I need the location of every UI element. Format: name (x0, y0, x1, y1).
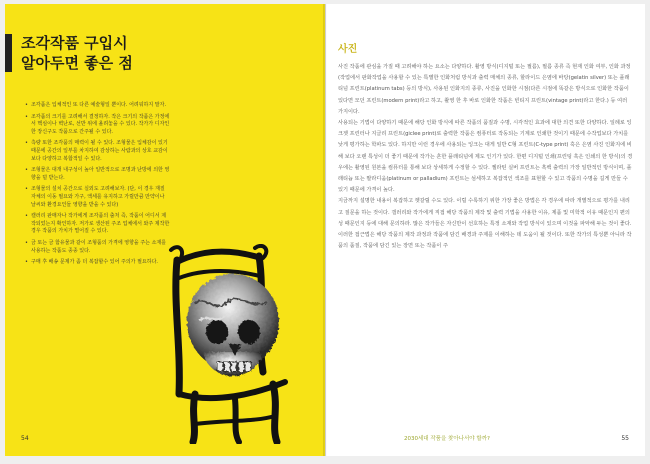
tip-item: • 조각품은 입체적인 또 다른 예술형일 뿐이다. 어려워하지 말자. (25, 102, 170, 110)
right-page-title: 사진 (338, 44, 358, 55)
body-paragraph: 지금까지 설명한 내용이 복잡하고 헷갈릴 수도 있다. 이럴 수록하기 위한 가장 좋은 방법은 각 경우에 따라 개별적으로 평가를 내리고 질문을 하는 것이다. 갤러리와 작가에게 직접 해당 작품의 제작 및 출력 기법을 사용한 이유, 제품 및 미학적 이유 때문인지 편의성 때문인지 등에 대해 문의하라. 많은 작가들은 자신만이 선호하는 특정 소재와 작업 방식이 있으며 이것을 파악해 두는 것이 좋다. 이러한 접근법은 해당 작품의 제작 과정과 작품에 담긴 배경과 주제를 이해하는 데 도움이 될 것이다. 또한 작가의 특성뿐 아니라 작품의 품질, 작품에 담긴 있는 장면 또는 작품이 주 (338, 198, 632, 250)
tip-item: • 캘러리 판매자나 작가에게 조각품의 출처 즉, 작품이 어디서 제작되었는지 확인하자. 저가로 생산된 주조 업체에서 와주 제작한 경우 작품의 가치가 떨어질 수 있다. (25, 213, 170, 236)
tip-item: • 측량 또한 조각품의 매력이 될 수 있다. 조형물은 입체감이 있기 때문에 공간의 일부를 차지하여 감상하는 사람과의 상호 교감이 보다 다양하고 복합적일 수 있다. (25, 140, 170, 163)
title-accent-bar (5, 34, 12, 72)
body-paragraph: 사진 작품에 관심을 가질 때 고려해야 하는 요소는 다양하다. 촬영 방식(디지털 또는 필름), 필름 종류 즉 현재 인화 여부, 인화 과정(작업에서 판화작업을 사용할 수 있는 특별한 인화처럼 방식과 출력 매체의 종류, 할라이드 은염에 바탕(gelatin silver) 또는 플래티넘 프린트(platinum tabs) 등의 방식), 사용된 인화지의 종류, 사진을 인화한 시점(다른 시점에 똑같은 방식으로 인화한 작품이 있다면 모던 프린트(modern print)라고 하고, 촬영 한 후 바로 인화한 작품은 빈티지 프린트(vintage print)라고 한다.) 등 여러 가지이다. (338, 64, 631, 115)
tip-item: • 조형물의 설치 공간으로 실외도 고려해보자. (단, 이 경우 재질 자체의 이동 필요와 가구, 액세를 유지하고 가릴만큼 만약이나 날씨와 환경요인들 영향을 받을 수 있다) (25, 186, 170, 209)
right-page (325, 4, 645, 456)
tip-item: • 조형물은 대개 내구성이 높아 일반적으로 조명과 난방에 의한 영향을 덜 받는다. (25, 167, 170, 182)
tip-item: • 구매 후 배송 문제가 좀 더 복잡할수 있어 주의가 필요하다. (25, 259, 170, 267)
left-page-number: 54 (21, 435, 29, 442)
tip-item: • 금 또는 금 함유물과 같이 조형품의 가격에 영향을 주는 소재를 사용하는 작품도 종종 있다. (25, 240, 170, 255)
skull-chair-sculpture-image (155, 244, 315, 444)
tip-item: • 조각품의 크기를 고려해서 결정하자. 작은 크기의 작품은 가정에서 핵심이나 벽난로, 선반 위에 올려놓을 수 있다. 작가가 디자인한 장신구도 작품으로 간주될 수 있다. (25, 114, 170, 137)
right-page-number: 55 (621, 435, 629, 442)
right-page-body (338, 62, 633, 252)
book-gutter-shadow (323, 4, 327, 456)
left-page (5, 4, 325, 456)
left-page-title: 조각작품 구입시 알아두면 좋은 점 (21, 34, 133, 72)
tips-list (25, 102, 170, 271)
body-paragraph: 사용되는 기법이 다양하기 때문에 해당 인화 방식에 따른 작품의 품질과 수명, 시각적인 효과에 대한 의견 또한 다양하다. 일례로 잉크젯 프린터나 지글리 프린트(giclee print)로 출력한 작품은 컴퓨터로 작동되는 기계로 인쇄한 것이기 때문에 수작업보다 가치를 낮게 평가하는 학파도 있다. 하지만 이런 경우에 사용되는 잉크는 대게 일반 C형 프린트(C-type print) 혹은 은염 사진 인화지에 비해 보다 오랜 특성이 더 좋기 때문에 작가는 흔한 플래티넘에 제도 인기가 있다. 한편 디지털 인쇄(프린팅 혹은 인쇄의 한 방식)의 경우에는 촬영된 원본을 컴퓨터를 통해 보다 상세하게 수정할 수 있다. 젤라틴 실버 프린트는 흑백 출력의 가장 일반적인 방식이며, 플래티늄 또는 팔라디움(platinum or palladium) 프린트는 섬세하고 복잡적인 색조를 표현할 수 있고 작품의 수명을 길게 만들 수 있기 때문에 가격이 높다. (338, 120, 633, 194)
running-footer: 2030세대 작품을 찾아나서야 할까? (404, 436, 490, 442)
book-spread (5, 4, 645, 456)
